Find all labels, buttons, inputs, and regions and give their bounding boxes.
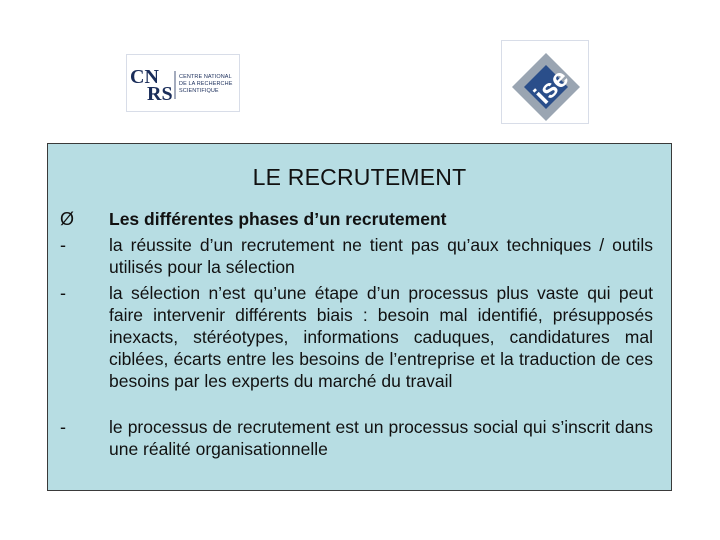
cnrs-line-1: CENTRE NATIONAL — [179, 74, 232, 80]
list-item-text: Les différentes phases d’un recrutement — [109, 209, 447, 229]
dash-bullet: - — [60, 283, 66, 303]
svg-text:ise: ise — [527, 62, 575, 110]
svg-text:RS: RS — [147, 83, 173, 105]
slide-title: LE RECRUTEMENT — [252, 164, 467, 190]
list-item-text: le processus de recrutement est un processus social qui s’inscrit dans une réalité organisationnelle — [109, 417, 653, 459]
list-item-text: la réussite d’un recrutement ne tient pas qu’aux techniques / outils utilisés pour la sélection — [109, 235, 653, 277]
arrow-bullet-icon: Ø — [60, 209, 75, 229]
ise-logo — [501, 40, 589, 124]
cnrs-logo-caption — [179, 74, 232, 95]
dash-bullet: - — [60, 417, 66, 437]
dash-bullet: - — [60, 235, 66, 255]
content-panel — [47, 143, 672, 491]
cnrs-line-3: SCIENTIFIQUE — [179, 88, 219, 94]
list-item-text: la sélection n’est qu’une étape d’un processus plus vaste qui peut faire intervenir différents biais : besoin mal identifié, présupposés inexacts, stéréotypes, informations caduques, candidatures mal ciblées, écarts entre les besoins de l’entreprise et la traduction de ces besoins par les experts du marché du travail — [109, 283, 653, 391]
ise-logo-mark — [502, 41, 588, 123]
cnrs-line-2: DE LA RECHERCHE — [179, 81, 233, 87]
cnrs-logo — [126, 54, 240, 112]
svg-text:CN: CN — [130, 66, 159, 88]
